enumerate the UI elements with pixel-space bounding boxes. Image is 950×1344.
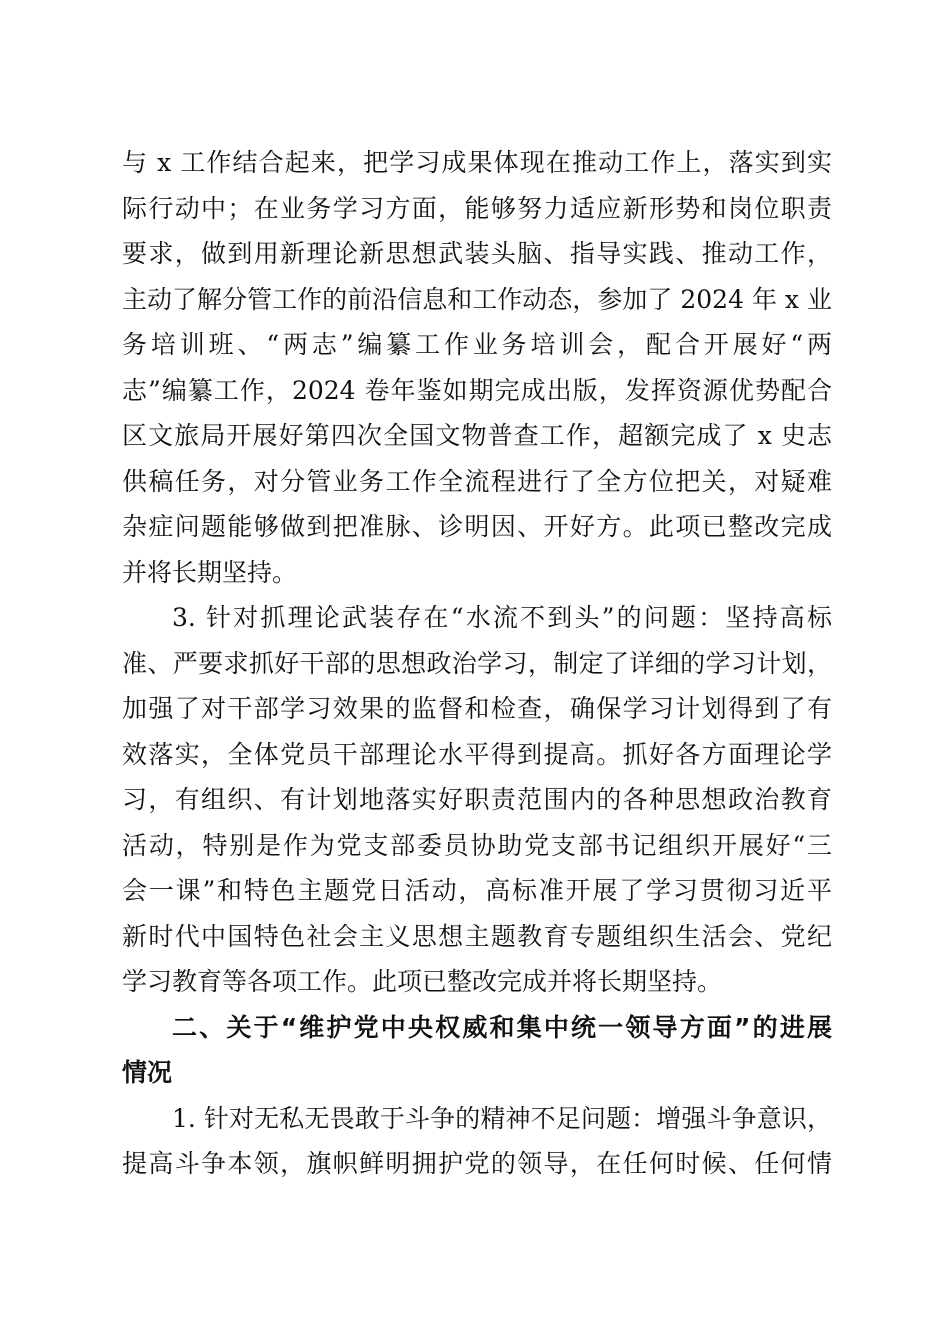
text-line: 效落实，全体党员干部理论水平得到提高。抓好各方面理论学 <box>122 739 832 769</box>
text-line: 加强了对干部学习效果的监督和检查，确保学习计划得到了有 <box>122 694 832 723</box>
text-line: 准、严要求抓好干部的思想政治学习，制定了详细的学习计划， <box>122 648 832 678</box>
text-line: 学习教育等各项工作。此项已整改完成并将长期坚持。 <box>122 967 723 996</box>
text-line: 务培训班、“两志”编纂工作业务培训会，配合开展好“两 <box>122 330 832 359</box>
text-line: 杂症问题能够做到把准脉、诊明因、开好方。此项已整改完成 <box>122 512 832 541</box>
heading-line: 情况 <box>122 1058 173 1087</box>
section-heading <box>122 1005 832 1096</box>
text-line: 活动，特别是作为党支部委员协助党支部书记组织开展好“三 <box>122 830 832 860</box>
text-line: 新时代中国特色社会主义思想主题教育专题组织生活会、党纪 <box>122 921 832 951</box>
text-line: 际行动中；在业务学习方面，能够努力适应新形势和岗位职责 <box>122 193 832 223</box>
text-line: 与 x 工作结合起来，把学习成果体现在推动工作上，落实到实 <box>122 148 832 177</box>
text-line: 供稿任务，对分管业务工作全流程进行了全方位把关，对疑难 <box>122 466 832 496</box>
text-line: 区文旅局开展好第四次全国文物普查工作，超额完成了 x 史志 <box>122 421 832 450</box>
text-line: 要求，做到用新理论新思想武装头脑、指导实践、推动工作， <box>122 239 832 268</box>
heading-line: 二、关于“维护党中央权威和集中统一领导方面”的进展 <box>172 1012 832 1042</box>
text-line: 3. 针对抓理论武装存在“水流不到头”的问题：坚持高标 <box>172 603 832 632</box>
document-body <box>122 140 832 1187</box>
paragraph-item-1 <box>122 1096 832 1187</box>
paragraph-item-3 <box>122 595 832 1005</box>
text-line: 习，有组织、有计划地落实好职责范围内的各种思想政治教育 <box>122 785 832 814</box>
text-line: 1. 针对无私无畏敢于斗争的精神不足问题：增强斗争意识， <box>172 1103 832 1133</box>
text-line: 志”编纂工作，2024 卷年鉴如期完成出版，发挥资源优势配合 <box>122 375 832 405</box>
text-line: 主动了解分管工作的前沿信息和工作动态，参加了 2024 年 x 业 <box>122 284 832 314</box>
text-line: 提高斗争本领，旗帜鲜明拥护党的领导，在任何时候、任何情 <box>122 1149 832 1178</box>
text-line: 会一课”和特色主题党日活动，高标准开展了学习贯彻习近平 <box>122 876 832 905</box>
text-line: 并将长期坚持。 <box>122 557 298 587</box>
paragraph-continuation <box>122 140 832 595</box>
